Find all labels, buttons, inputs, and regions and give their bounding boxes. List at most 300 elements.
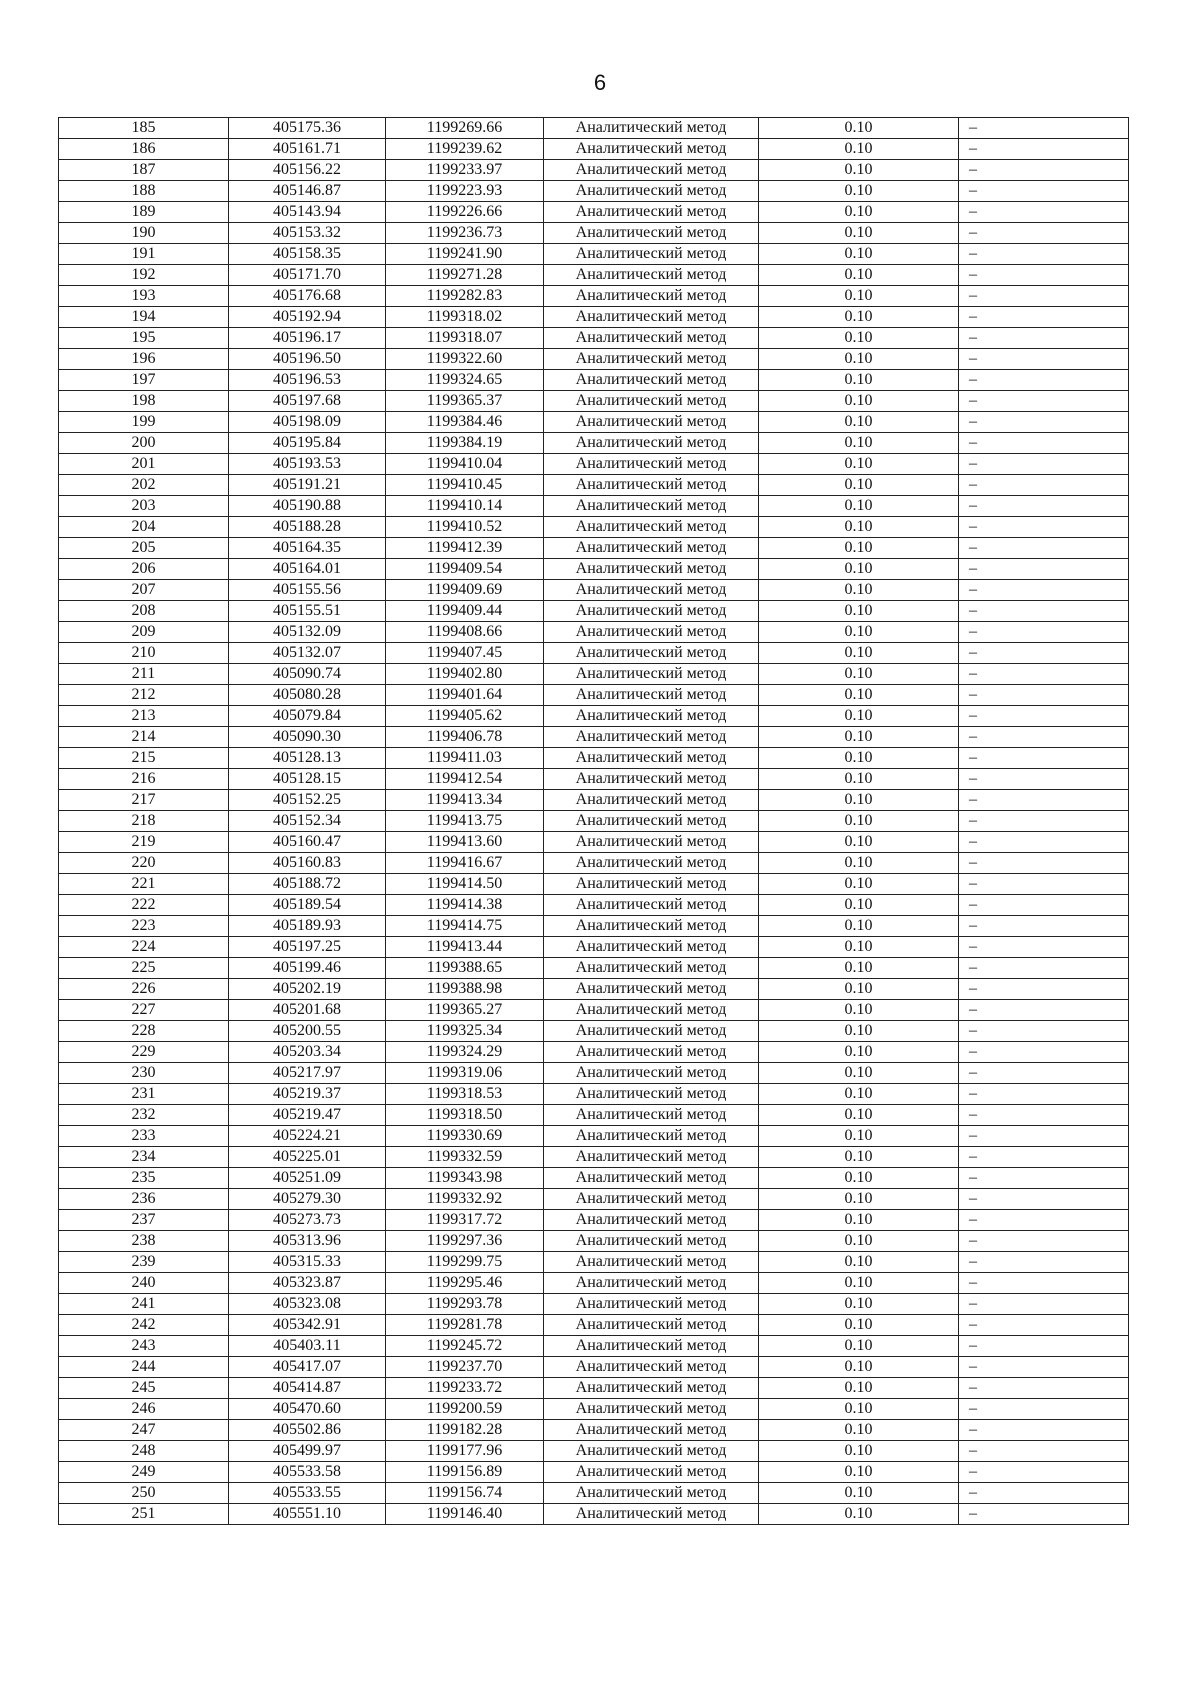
accuracy-cell: 0.10 xyxy=(759,160,959,181)
table-row xyxy=(59,538,1129,559)
note-cell: – xyxy=(959,349,1129,370)
x-coordinate-cell: 405164.35 xyxy=(229,538,386,559)
accuracy-cell: 0.10 xyxy=(759,748,959,769)
accuracy-cell: 0.10 xyxy=(759,244,959,265)
point-number-cell: 235 xyxy=(59,1168,229,1189)
note-cell: – xyxy=(959,454,1129,475)
accuracy-cell: 0.10 xyxy=(759,349,959,370)
note-cell: – xyxy=(959,580,1129,601)
point-number-cell: 206 xyxy=(59,559,229,580)
y-coordinate-cell: 1199297.36 xyxy=(386,1231,544,1252)
point-number-cell: 241 xyxy=(59,1294,229,1315)
accuracy-cell: 0.10 xyxy=(759,601,959,622)
accuracy-cell: 0.10 xyxy=(759,1378,959,1399)
method-cell: Аналитический метод xyxy=(544,1420,759,1441)
table-row xyxy=(59,979,1129,1000)
y-coordinate-cell: 1199282.83 xyxy=(386,286,544,307)
point-number-cell: 234 xyxy=(59,1147,229,1168)
table-row xyxy=(59,1252,1129,1273)
method-cell: Аналитический метод xyxy=(544,1462,759,1483)
table-row xyxy=(59,265,1129,286)
method-cell: Аналитический метод xyxy=(544,853,759,874)
note-cell: – xyxy=(959,622,1129,643)
method-cell: Аналитический метод xyxy=(544,622,759,643)
note-cell: – xyxy=(959,853,1129,874)
y-coordinate-cell: 1199410.04 xyxy=(386,454,544,475)
point-number-cell: 230 xyxy=(59,1063,229,1084)
method-cell: Аналитический метод xyxy=(544,1168,759,1189)
table-row xyxy=(59,1042,1129,1063)
y-coordinate-cell: 1199384.46 xyxy=(386,412,544,433)
table-row xyxy=(59,559,1129,580)
note-cell: – xyxy=(959,1441,1129,1462)
accuracy-cell: 0.10 xyxy=(759,1483,959,1504)
x-coordinate-cell: 405196.50 xyxy=(229,349,386,370)
table-row xyxy=(59,1063,1129,1084)
method-cell: Аналитический метод xyxy=(544,958,759,979)
method-cell: Аналитический метод xyxy=(544,433,759,454)
method-cell: Аналитический метод xyxy=(544,286,759,307)
x-coordinate-cell: 405219.37 xyxy=(229,1084,386,1105)
method-cell: Аналитический метод xyxy=(544,412,759,433)
table-row xyxy=(59,832,1129,853)
accuracy-cell: 0.10 xyxy=(759,790,959,811)
accuracy-cell: 0.10 xyxy=(759,1168,959,1189)
method-cell: Аналитический метод xyxy=(544,748,759,769)
x-coordinate-cell: 405132.07 xyxy=(229,643,386,664)
x-coordinate-cell: 405551.10 xyxy=(229,1504,386,1525)
x-coordinate-cell: 405156.22 xyxy=(229,160,386,181)
point-number-cell: 248 xyxy=(59,1441,229,1462)
table-row xyxy=(59,937,1129,958)
method-cell: Аналитический метод xyxy=(544,727,759,748)
note-cell: – xyxy=(959,1210,1129,1231)
point-number-cell: 216 xyxy=(59,769,229,790)
method-cell: Аналитический метод xyxy=(544,1042,759,1063)
method-cell: Аналитический метод xyxy=(544,769,759,790)
y-coordinate-cell: 1199318.50 xyxy=(386,1105,544,1126)
method-cell: Аналитический метод xyxy=(544,139,759,160)
point-number-cell: 210 xyxy=(59,643,229,664)
note-cell: – xyxy=(959,874,1129,895)
accuracy-cell: 0.10 xyxy=(759,517,959,538)
method-cell: Аналитический метод xyxy=(544,538,759,559)
point-number-cell: 242 xyxy=(59,1315,229,1336)
table-row xyxy=(59,160,1129,181)
table-row xyxy=(59,202,1129,223)
x-coordinate-cell: 405090.30 xyxy=(229,727,386,748)
accuracy-cell: 0.10 xyxy=(759,1084,959,1105)
accuracy-cell: 0.10 xyxy=(759,895,959,916)
table-row xyxy=(59,433,1129,454)
y-coordinate-cell: 1199146.40 xyxy=(386,1504,544,1525)
y-coordinate-cell: 1199233.72 xyxy=(386,1378,544,1399)
method-cell: Аналитический метод xyxy=(544,916,759,937)
accuracy-cell: 0.10 xyxy=(759,1210,959,1231)
method-cell: Аналитический метод xyxy=(544,517,759,538)
y-coordinate-cell: 1199324.65 xyxy=(386,370,544,391)
method-cell: Аналитический метод xyxy=(544,811,759,832)
x-coordinate-cell: 405217.97 xyxy=(229,1063,386,1084)
table-row xyxy=(59,223,1129,244)
y-coordinate-cell: 1199318.02 xyxy=(386,307,544,328)
note-cell: – xyxy=(959,601,1129,622)
x-coordinate-cell: 405533.55 xyxy=(229,1483,386,1504)
point-number-cell: 189 xyxy=(59,202,229,223)
note-cell: – xyxy=(959,1021,1129,1042)
accuracy-cell: 0.10 xyxy=(759,1105,959,1126)
point-number-cell: 240 xyxy=(59,1273,229,1294)
note-cell: – xyxy=(959,1357,1129,1378)
x-coordinate-cell: 405202.19 xyxy=(229,979,386,1000)
note-cell: – xyxy=(959,1063,1129,1084)
point-number-cell: 246 xyxy=(59,1399,229,1420)
x-coordinate-cell: 405160.83 xyxy=(229,853,386,874)
x-coordinate-cell: 405132.09 xyxy=(229,622,386,643)
accuracy-cell: 0.10 xyxy=(759,559,959,580)
note-cell: – xyxy=(959,223,1129,244)
point-number-cell: 233 xyxy=(59,1126,229,1147)
accuracy-cell: 0.10 xyxy=(759,853,959,874)
y-coordinate-cell: 1199293.78 xyxy=(386,1294,544,1315)
x-coordinate-cell: 405200.55 xyxy=(229,1021,386,1042)
note-cell: – xyxy=(959,475,1129,496)
accuracy-cell: 0.10 xyxy=(759,433,959,454)
y-coordinate-cell: 1199319.06 xyxy=(386,1063,544,1084)
note-cell: – xyxy=(959,790,1129,811)
y-coordinate-cell: 1199241.90 xyxy=(386,244,544,265)
point-number-cell: 219 xyxy=(59,832,229,853)
note-cell: – xyxy=(959,1315,1129,1336)
y-coordinate-cell: 1199413.44 xyxy=(386,937,544,958)
accuracy-cell: 0.10 xyxy=(759,181,959,202)
x-coordinate-cell: 405175.36 xyxy=(229,118,386,139)
table-row xyxy=(59,496,1129,517)
accuracy-cell: 0.10 xyxy=(759,1357,959,1378)
point-number-cell: 185 xyxy=(59,118,229,139)
note-cell: – xyxy=(959,496,1129,517)
y-coordinate-cell: 1199322.60 xyxy=(386,349,544,370)
note-cell: – xyxy=(959,1336,1129,1357)
x-coordinate-cell: 405502.86 xyxy=(229,1420,386,1441)
y-coordinate-cell: 1199410.52 xyxy=(386,517,544,538)
point-number-cell: 215 xyxy=(59,748,229,769)
page-number: 6 xyxy=(593,70,607,95)
method-cell: Аналитический метод xyxy=(544,1231,759,1252)
point-number-cell: 203 xyxy=(59,496,229,517)
point-number-cell: 228 xyxy=(59,1021,229,1042)
note-cell: – xyxy=(959,160,1129,181)
method-cell: Аналитический метод xyxy=(544,475,759,496)
accuracy-cell: 0.10 xyxy=(759,328,959,349)
note-cell: – xyxy=(959,202,1129,223)
method-cell: Аналитический метод xyxy=(544,1294,759,1315)
method-cell: Аналитический метод xyxy=(544,1189,759,1210)
y-coordinate-cell: 1199416.67 xyxy=(386,853,544,874)
y-coordinate-cell: 1199233.97 xyxy=(386,160,544,181)
x-coordinate-cell: 405201.68 xyxy=(229,1000,386,1021)
x-coordinate-cell: 405188.72 xyxy=(229,874,386,895)
y-coordinate-cell: 1199156.74 xyxy=(386,1483,544,1504)
method-cell: Аналитический метод xyxy=(544,790,759,811)
table-row xyxy=(59,307,1129,328)
note-cell: – xyxy=(959,1273,1129,1294)
y-coordinate-cell: 1199245.72 xyxy=(386,1336,544,1357)
y-coordinate-cell: 1199410.14 xyxy=(386,496,544,517)
x-coordinate-cell: 405146.87 xyxy=(229,181,386,202)
y-coordinate-cell: 1199411.03 xyxy=(386,748,544,769)
x-coordinate-cell: 405143.94 xyxy=(229,202,386,223)
x-coordinate-cell: 405161.71 xyxy=(229,139,386,160)
table-row xyxy=(59,1441,1129,1462)
method-cell: Аналитический метод xyxy=(544,370,759,391)
note-cell: – xyxy=(959,244,1129,265)
x-coordinate-cell: 405203.34 xyxy=(229,1042,386,1063)
accuracy-cell: 0.10 xyxy=(759,265,959,286)
method-cell: Аналитический метод xyxy=(544,202,759,223)
coordinates-table xyxy=(58,117,1129,1525)
x-coordinate-cell: 405079.84 xyxy=(229,706,386,727)
table-row xyxy=(59,517,1129,538)
accuracy-cell: 0.10 xyxy=(759,1189,959,1210)
note-cell: – xyxy=(959,979,1129,1000)
table-row xyxy=(59,643,1129,664)
x-coordinate-cell: 405199.46 xyxy=(229,958,386,979)
table-row xyxy=(59,1273,1129,1294)
accuracy-cell: 0.10 xyxy=(759,475,959,496)
table-row xyxy=(59,769,1129,790)
note-cell: – xyxy=(959,958,1129,979)
table-row xyxy=(59,475,1129,496)
note-cell: – xyxy=(959,811,1129,832)
y-coordinate-cell: 1199388.98 xyxy=(386,979,544,1000)
table-row xyxy=(59,664,1129,685)
accuracy-cell: 0.10 xyxy=(759,664,959,685)
y-coordinate-cell: 1199295.46 xyxy=(386,1273,544,1294)
method-cell: Аналитический метод xyxy=(544,223,759,244)
note-cell: – xyxy=(959,937,1129,958)
note-cell: – xyxy=(959,1504,1129,1525)
accuracy-cell: 0.10 xyxy=(759,874,959,895)
table-row xyxy=(59,1483,1129,1504)
table-row xyxy=(59,1357,1129,1378)
point-number-cell: 205 xyxy=(59,538,229,559)
table-row xyxy=(59,727,1129,748)
method-cell: Аналитический метод xyxy=(544,1315,759,1336)
x-coordinate-cell: 405128.15 xyxy=(229,769,386,790)
note-cell: – xyxy=(959,685,1129,706)
y-coordinate-cell: 1199412.39 xyxy=(386,538,544,559)
table-row xyxy=(59,1021,1129,1042)
y-coordinate-cell: 1199332.92 xyxy=(386,1189,544,1210)
accuracy-cell: 0.10 xyxy=(759,412,959,433)
x-coordinate-cell: 405158.35 xyxy=(229,244,386,265)
method-cell: Аналитический метод xyxy=(544,349,759,370)
table-row xyxy=(59,349,1129,370)
table-row xyxy=(59,328,1129,349)
x-coordinate-cell: 405189.93 xyxy=(229,916,386,937)
point-number-cell: 213 xyxy=(59,706,229,727)
accuracy-cell: 0.10 xyxy=(759,727,959,748)
x-coordinate-cell: 405152.25 xyxy=(229,790,386,811)
point-number-cell: 186 xyxy=(59,139,229,160)
y-coordinate-cell: 1199409.54 xyxy=(386,559,544,580)
method-cell: Аналитический метод xyxy=(544,832,759,853)
note-cell: – xyxy=(959,1189,1129,1210)
point-number-cell: 195 xyxy=(59,328,229,349)
accuracy-cell: 0.10 xyxy=(759,1126,959,1147)
x-coordinate-cell: 405195.84 xyxy=(229,433,386,454)
y-coordinate-cell: 1199325.34 xyxy=(386,1021,544,1042)
note-cell: – xyxy=(959,1420,1129,1441)
method-cell: Аналитический метод xyxy=(544,1063,759,1084)
x-coordinate-cell: 405225.01 xyxy=(229,1147,386,1168)
table-row xyxy=(59,391,1129,412)
y-coordinate-cell: 1199409.44 xyxy=(386,601,544,622)
accuracy-cell: 0.10 xyxy=(759,1336,959,1357)
x-coordinate-cell: 405403.11 xyxy=(229,1336,386,1357)
method-cell: Аналитический метод xyxy=(544,1357,759,1378)
point-number-cell: 245 xyxy=(59,1378,229,1399)
accuracy-cell: 0.10 xyxy=(759,706,959,727)
method-cell: Аналитический метод xyxy=(544,601,759,622)
note-cell: – xyxy=(959,832,1129,853)
method-cell: Аналитический метод xyxy=(544,391,759,412)
table-row xyxy=(59,895,1129,916)
method-cell: Аналитический метод xyxy=(544,1000,759,1021)
y-coordinate-cell: 1199413.75 xyxy=(386,811,544,832)
accuracy-cell: 0.10 xyxy=(759,391,959,412)
x-coordinate-cell: 405090.74 xyxy=(229,664,386,685)
x-coordinate-cell: 405176.68 xyxy=(229,286,386,307)
method-cell: Аналитический метод xyxy=(544,1126,759,1147)
point-number-cell: 227 xyxy=(59,1000,229,1021)
y-coordinate-cell: 1199332.59 xyxy=(386,1147,544,1168)
method-cell: Аналитический метод xyxy=(544,1210,759,1231)
x-coordinate-cell: 405198.09 xyxy=(229,412,386,433)
y-coordinate-cell: 1199318.53 xyxy=(386,1084,544,1105)
method-cell: Аналитический метод xyxy=(544,706,759,727)
y-coordinate-cell: 1199406.78 xyxy=(386,727,544,748)
y-coordinate-cell: 1199239.62 xyxy=(386,139,544,160)
method-cell: Аналитический метод xyxy=(544,1252,759,1273)
method-cell: Аналитический метод xyxy=(544,160,759,181)
table-row xyxy=(59,454,1129,475)
table-row xyxy=(59,580,1129,601)
table-row xyxy=(59,1147,1129,1168)
note-cell: – xyxy=(959,139,1129,160)
method-cell: Аналитический метод xyxy=(544,328,759,349)
accuracy-cell: 0.10 xyxy=(759,643,959,664)
method-cell: Аналитический метод xyxy=(544,1336,759,1357)
x-coordinate-cell: 405533.58 xyxy=(229,1462,386,1483)
point-number-cell: 214 xyxy=(59,727,229,748)
table-row xyxy=(59,1462,1129,1483)
note-cell: – xyxy=(959,391,1129,412)
table-row xyxy=(59,139,1129,160)
point-number-cell: 187 xyxy=(59,160,229,181)
point-number-cell: 249 xyxy=(59,1462,229,1483)
x-coordinate-cell: 405189.54 xyxy=(229,895,386,916)
x-coordinate-cell: 405499.97 xyxy=(229,1441,386,1462)
method-cell: Аналитический метод xyxy=(544,1504,759,1525)
x-coordinate-cell: 405196.17 xyxy=(229,328,386,349)
y-coordinate-cell: 1199330.69 xyxy=(386,1126,544,1147)
point-number-cell: 232 xyxy=(59,1105,229,1126)
method-cell: Аналитический метод xyxy=(544,937,759,958)
point-number-cell: 201 xyxy=(59,454,229,475)
point-number-cell: 191 xyxy=(59,244,229,265)
x-coordinate-cell: 405152.34 xyxy=(229,811,386,832)
note-cell: – xyxy=(959,769,1129,790)
table-row xyxy=(59,1000,1129,1021)
table-row xyxy=(59,1210,1129,1231)
point-number-cell: 207 xyxy=(59,580,229,601)
point-number-cell: 204 xyxy=(59,517,229,538)
accuracy-cell: 0.10 xyxy=(759,769,959,790)
note-cell: – xyxy=(959,307,1129,328)
note-cell: – xyxy=(959,286,1129,307)
x-coordinate-cell: 405251.09 xyxy=(229,1168,386,1189)
note-cell: – xyxy=(959,1483,1129,1504)
note-cell: – xyxy=(959,1126,1129,1147)
accuracy-cell: 0.10 xyxy=(759,223,959,244)
accuracy-cell: 0.10 xyxy=(759,916,959,937)
y-coordinate-cell: 1199200.59 xyxy=(386,1399,544,1420)
table-row xyxy=(59,622,1129,643)
x-coordinate-cell: 405188.28 xyxy=(229,517,386,538)
accuracy-cell: 0.10 xyxy=(759,1231,959,1252)
y-coordinate-cell: 1199299.75 xyxy=(386,1252,544,1273)
method-cell: Аналитический метод xyxy=(544,1021,759,1042)
table-row xyxy=(59,1399,1129,1420)
x-coordinate-cell: 405155.51 xyxy=(229,601,386,622)
accuracy-cell: 0.10 xyxy=(759,622,959,643)
x-coordinate-cell: 405279.30 xyxy=(229,1189,386,1210)
x-coordinate-cell: 405153.32 xyxy=(229,223,386,244)
y-coordinate-cell: 1199413.34 xyxy=(386,790,544,811)
x-coordinate-cell: 405323.08 xyxy=(229,1294,386,1315)
accuracy-cell: 0.10 xyxy=(759,979,959,1000)
note-cell: – xyxy=(959,706,1129,727)
accuracy-cell: 0.10 xyxy=(759,1042,959,1063)
method-cell: Аналитический метод xyxy=(544,265,759,286)
table-row xyxy=(59,874,1129,895)
accuracy-cell: 0.10 xyxy=(759,811,959,832)
table-row xyxy=(59,1105,1129,1126)
table-row xyxy=(59,370,1129,391)
table-row xyxy=(59,1126,1129,1147)
table-row xyxy=(59,958,1129,979)
note-cell: – xyxy=(959,1231,1129,1252)
method-cell: Аналитический метод xyxy=(544,1105,759,1126)
method-cell: Аналитический метод xyxy=(544,664,759,685)
x-coordinate-cell: 405313.96 xyxy=(229,1231,386,1252)
method-cell: Аналитический метод xyxy=(544,496,759,517)
accuracy-cell: 0.10 xyxy=(759,685,959,706)
y-coordinate-cell: 1199271.28 xyxy=(386,265,544,286)
x-coordinate-cell: 405342.91 xyxy=(229,1315,386,1336)
table-row xyxy=(59,1420,1129,1441)
x-coordinate-cell: 405224.21 xyxy=(229,1126,386,1147)
accuracy-cell: 0.10 xyxy=(759,1000,959,1021)
x-coordinate-cell: 405192.94 xyxy=(229,307,386,328)
table-row xyxy=(59,601,1129,622)
y-coordinate-cell: 1199281.78 xyxy=(386,1315,544,1336)
method-cell: Аналитический метод xyxy=(544,979,759,1000)
method-cell: Аналитический метод xyxy=(544,580,759,601)
method-cell: Аналитический метод xyxy=(544,244,759,265)
